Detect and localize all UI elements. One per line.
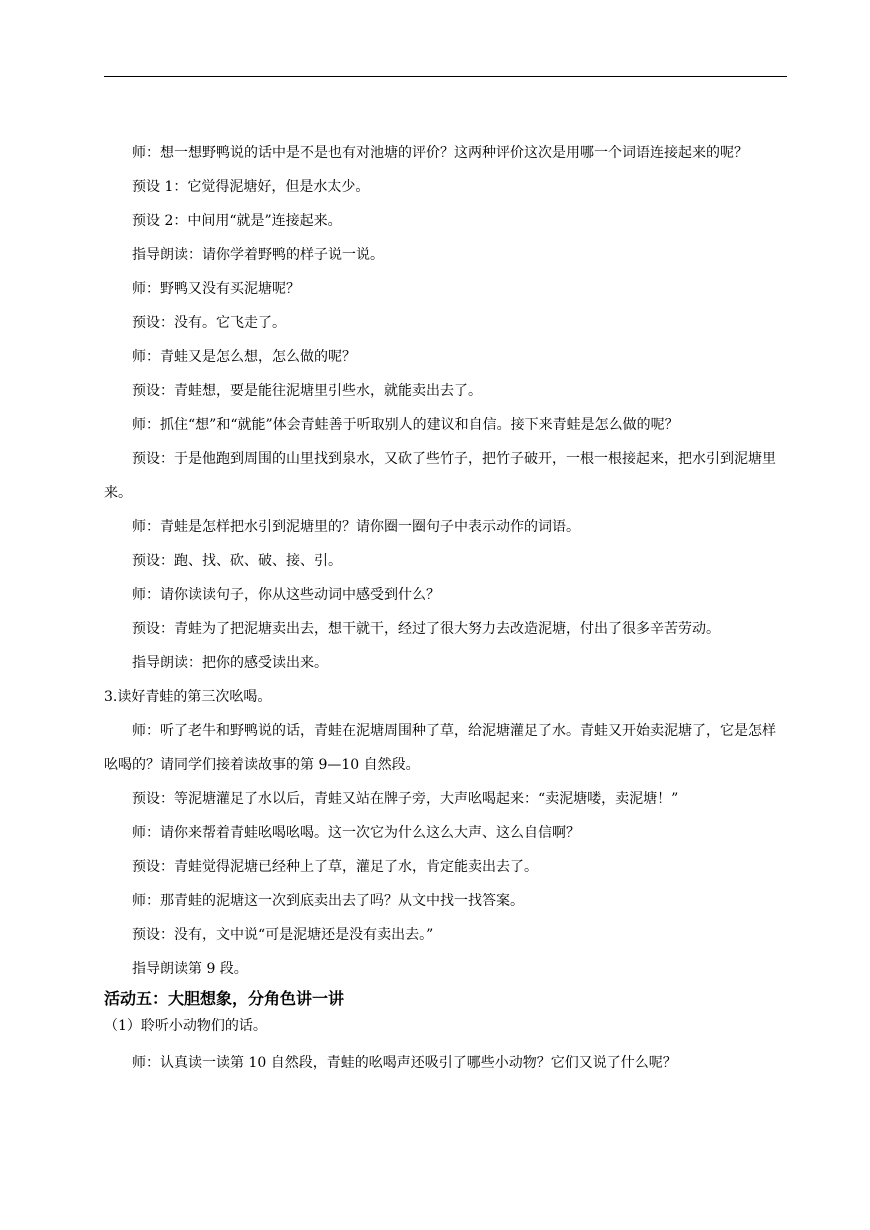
header-rule xyxy=(104,76,787,77)
paragraph: 预设：青蛙想，要是能往泥塘里引些水，就能卖出去了。 xyxy=(132,383,482,399)
paragraph: 预设：没有。它飞走了。 xyxy=(132,315,286,331)
paragraph: 师：青蛙是怎样把水引到泥塘里的？请你圈一圈句子中表示动作的词语。 xyxy=(132,519,580,535)
paragraph: 师：认真读一读第 10 自然段，青蛙的吆喝声还吸引了哪些小动物？它们又说了什么呢？ xyxy=(132,1055,677,1071)
section-title: 3.读好青蛙的第三次吆喝。 xyxy=(104,689,272,705)
paragraph: 师：青蛙又是怎么想，怎么做的呢？ xyxy=(132,349,356,365)
paragraph: 指导朗读第 9 段。 xyxy=(132,961,248,977)
paragraph: 预设 2：中间用“就是”连接起来。 xyxy=(132,213,342,229)
paragraph: 预设：跑、找、砍、破、接、引。 xyxy=(132,553,342,569)
paragraph: 预设 1：它觉得泥塘好，但是水太少。 xyxy=(132,179,370,195)
paragraph: 指导朗读：把你的感受读出来。 xyxy=(132,655,328,671)
activity-subheading: （1）聆听小动物们的话。 xyxy=(104,1018,267,1034)
paragraph: 预设：青蛙为了把泥塘卖出去，想干就干，经过了很大努力去改造泥塘，付出了很多辛苦劳动。 xyxy=(132,621,720,637)
paragraph: 预设：青蛙觉得泥塘已经种上了草，灌足了水，肯定能卖出去了。 xyxy=(132,859,538,875)
paragraph: 师：野鸭又没有买泥塘呢？ xyxy=(132,281,300,297)
paragraph: 师：请你读读句子，你从这些动词中感受到什么？ xyxy=(132,587,440,603)
paragraph: 预设：没有，文中说“可是泥塘还是没有卖出去。” xyxy=(132,927,434,943)
paragraph: 师：那青蛙的泥塘这一次到底卖出去了吗？从文中找一找答案。 xyxy=(132,893,524,909)
paragraph: 预设：于是他跑到周围的山里找到泉水，又砍了些竹子，把竹子破开，一根一根接起来，把水引到泥塘里来。 xyxy=(104,451,776,501)
paragraph: 师：抓住“想”和“就能”体会青蛙善于听取别人的建议和自信。接下来青蛙是怎么做的呢？ xyxy=(132,417,679,433)
paragraph: 预设：等泥塘灌足了水以后，青蛙又站在牌子旁，大声吆喝起来：“卖泥塘喽，卖泥塘！” xyxy=(132,791,679,807)
document-body xyxy=(104,136,787,1080)
paragraph: 师：听了老牛和野鸭说的话，青蛙在泥塘周围种了草，给泥塘灌足了水。青蛙又开始卖泥塘了，它是怎样吆喝的？请同学们接着读故事的第 9—10 自然段。 xyxy=(104,723,776,773)
paragraph: 指导朗读：请你学着野鸭的样子说一说。 xyxy=(132,247,384,263)
paragraph: 师：请你来帮着青蛙吆喝吆喝。这一次它为什么这么大声、这么自信啊？ xyxy=(132,825,580,841)
paragraph: 师：想一想野鸭说的话中是不是也有对池塘的评价？这两种评价这次是用哪一个词语连接起来的呢？ xyxy=(132,145,748,161)
activity-heading: 活动五：大胆想象，分角色讲一讲 xyxy=(104,989,345,1008)
